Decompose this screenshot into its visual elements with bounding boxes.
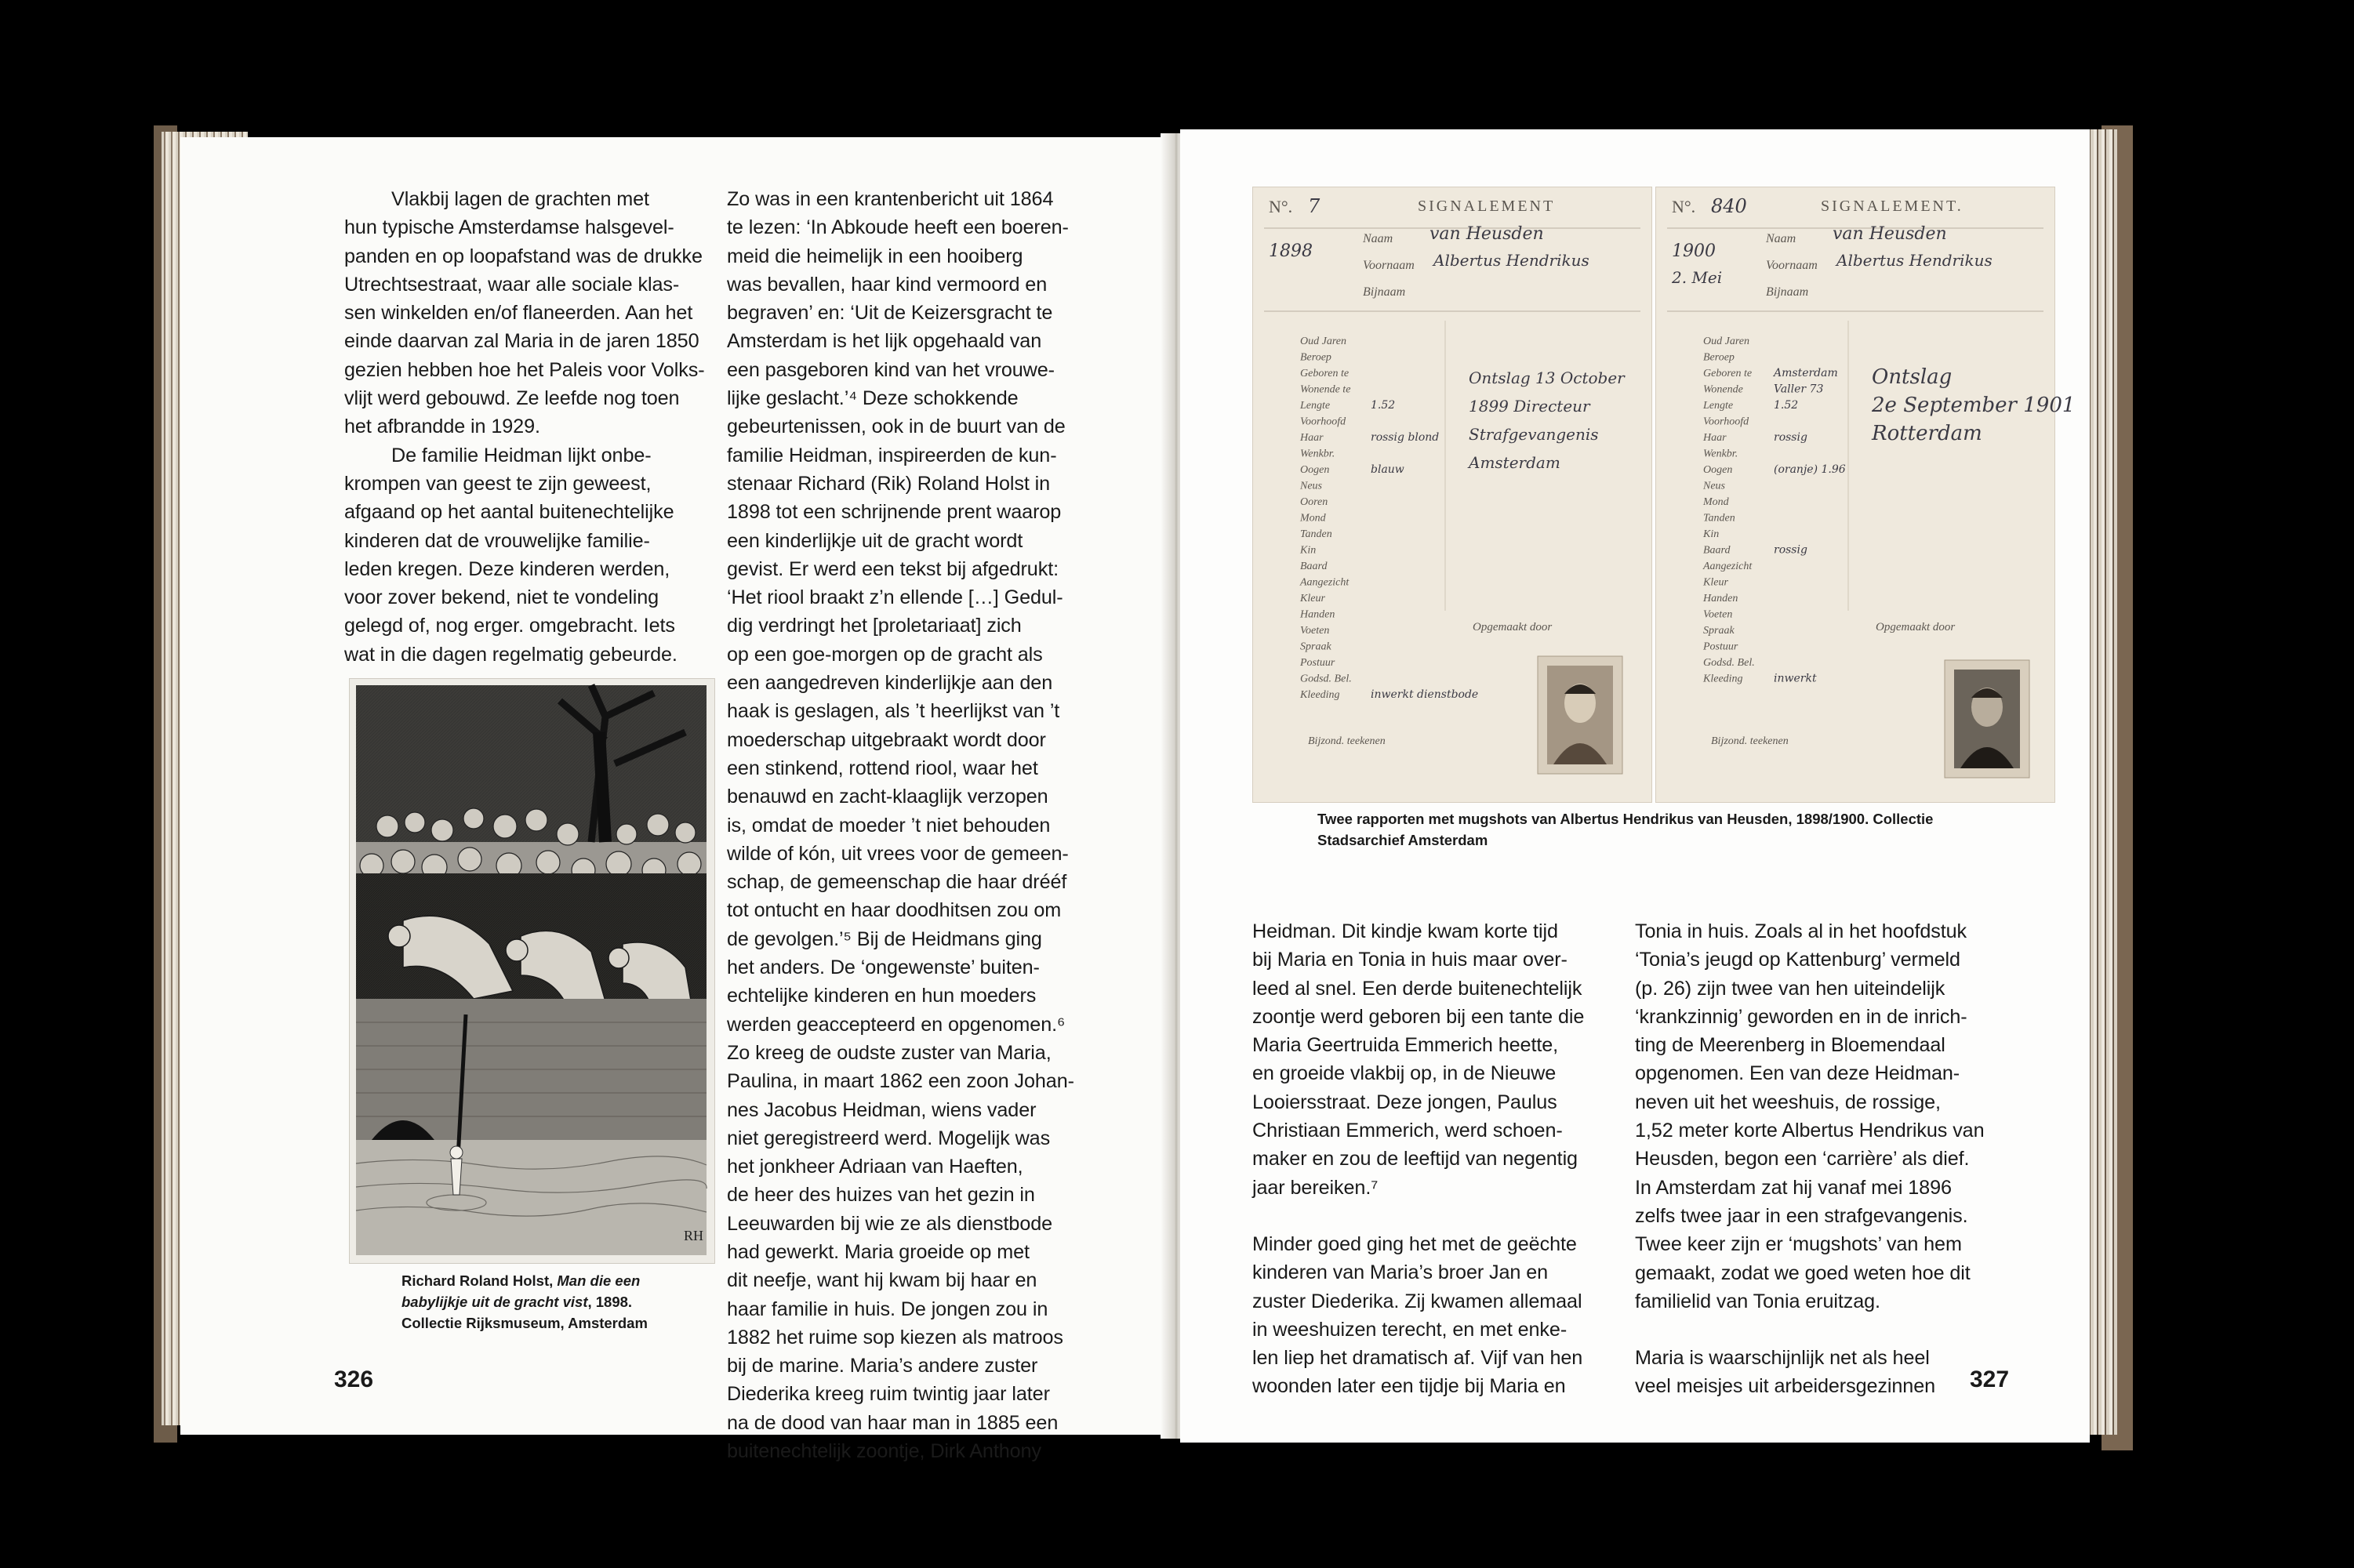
text-line: op een goe-morgen op de gracht als bbox=[727, 643, 1043, 666]
text-line: en groeide vlakbij op, in de Nieuwe bbox=[1252, 1062, 1557, 1085]
text-line: werden geaccepteerd en opgenomen.⁶ bbox=[727, 1013, 1066, 1036]
text-line: ‘krankzinnig’ geworden en in de inrich- bbox=[1635, 1005, 1967, 1028]
card-title: SIGNALEMENT bbox=[1418, 198, 1556, 215]
text-line: schap, de gemeenschap die haar drééf bbox=[727, 871, 1067, 894]
signalement-field-label: Voeten bbox=[1300, 625, 1330, 637]
text-line: leden kregen. Deze kinderen werden, bbox=[344, 557, 670, 580]
text-line: gevist. Er werd een tekst bij afgedrukt: bbox=[727, 557, 1059, 580]
text-line: Zo kreeg de oudste zuster van Maria, bbox=[727, 1041, 1052, 1064]
caption-collection: Collectie Rijksmuseum, Amsterdam bbox=[401, 1315, 648, 1331]
release-note: Rotterdam bbox=[1872, 422, 1982, 445]
signalement-field-label: Lengte bbox=[1703, 400, 1734, 412]
text-line: Amsterdam is het lijk opgehaald van bbox=[727, 330, 1042, 353]
release-note: Amsterdam bbox=[1469, 453, 1560, 472]
signalement-field-label: Spraak bbox=[1703, 625, 1735, 637]
signalement-field-label: Wenkbr. bbox=[1703, 448, 1738, 460]
text-line: familie Heidman, inspireerden de kun- bbox=[727, 444, 1057, 466]
text-line: Christiaan Emmerich, werd schoen- bbox=[1252, 1120, 1563, 1142]
card-number-label: N°. bbox=[1269, 197, 1293, 216]
text-line: de heer des huizes van het gezin in bbox=[727, 1184, 1035, 1207]
card-title: SIGNALEMENT. bbox=[1821, 198, 1963, 215]
text-line: Heidman. Dit kindje kwam korte tijd bbox=[1252, 920, 1558, 942]
signalement-field-label: Tanden bbox=[1703, 512, 1735, 524]
signalement-field-value: 1.52 bbox=[1774, 399, 1799, 412]
signalement-field-label: Haar bbox=[1703, 432, 1727, 444]
text-line: Looiersstraat. Deze jongen, Paulus bbox=[1252, 1091, 1557, 1113]
text-line: nes Jacobus Heidman, wiens vader bbox=[727, 1098, 1037, 1121]
text-line: krompen van geest te zijn geweest, bbox=[344, 472, 652, 495]
signalement-card-1900 bbox=[1655, 187, 2076, 803]
etching-monogram: RH bbox=[684, 1228, 704, 1243]
text-line: een stinkend, rottend riool, waar het bbox=[727, 757, 1038, 779]
mugshot-photo bbox=[1945, 660, 2029, 778]
text-line: In Amsterdam zat hij vanaf mei 1896 bbox=[1635, 1176, 1952, 1199]
text-line: Twee keer zijn er ‘mugshots’ van hem bbox=[1635, 1233, 1962, 1256]
text-line: vlijt werd gebouwd. Ze leefde nog toen bbox=[344, 387, 680, 410]
text-line: Diederika kreeg ruim twintig jaar later bbox=[727, 1383, 1050, 1406]
text-line: kinderen van Maria’s broer Jan en bbox=[1252, 1261, 1549, 1284]
signalement-field-label: Aangezicht bbox=[1300, 576, 1350, 589]
signalement-field-label: Neus bbox=[1703, 480, 1725, 492]
signalement-field-label: Lengte bbox=[1300, 400, 1331, 412]
text-line: gelegd of, nog erger. omgebracht. Iets bbox=[344, 615, 675, 637]
signalement-field-label: Aangezicht bbox=[1703, 561, 1753, 572]
text-line: zelfs twee jaar in een strafgevangenis. bbox=[1635, 1204, 1968, 1227]
text-line: buitenechtelijk zoontje, Dirk Anthony bbox=[727, 1440, 1041, 1463]
text-line: 1882 het ruime sop kiezen als matroos bbox=[727, 1326, 1063, 1348]
text-line: panden en op loopafstand was de drukke bbox=[344, 245, 703, 267]
voornaam-value: Albertus Hendrikus bbox=[1433, 251, 1589, 270]
text-line: in weeshuizen terecht, en met enke- bbox=[1252, 1318, 1568, 1341]
mugshot-photo bbox=[1538, 656, 1622, 774]
text-line: Minder goed ging het met de geëchte bbox=[1252, 1232, 1577, 1255]
text-line: bij de marine. Maria’s andere zuster bbox=[727, 1355, 1038, 1377]
signalement-field-label: Voorhoofd bbox=[1703, 416, 1749, 428]
etching-illustration bbox=[356, 685, 707, 1255]
opgemaakt-label: Opgemaakt door bbox=[1876, 621, 1956, 633]
text-line: voor zover bekend, niet te vondeling bbox=[344, 586, 659, 609]
release-note: Ontslag 13 October bbox=[1469, 368, 1625, 387]
bijnaam-label: Bijnaam bbox=[1363, 285, 1406, 299]
text-line: het afbrandde in 1929. bbox=[344, 416, 540, 438]
text-line: hun typische Amsterdamse halsgevel- bbox=[344, 216, 674, 239]
right-text-column-1 bbox=[1252, 917, 1668, 1401]
text-line: familielid van Tonia eruitzag. bbox=[1635, 1290, 1880, 1312]
text-line: kinderen dat de vrouwelijke familie- bbox=[344, 529, 650, 552]
text-line: ting de Meerenberg in Bloemendaal bbox=[1635, 1034, 1945, 1057]
text-line: gezien hebben hoe het Paleis voor Volks- bbox=[344, 358, 705, 381]
signalement-field-label: Geboren te bbox=[1703, 368, 1753, 379]
text-line: Tonia in huis. Zoals al in het hoofdstuk bbox=[1635, 920, 1967, 942]
bijzond-label: Bijzond. teekenen bbox=[1308, 735, 1386, 747]
text-line: lijke geslacht.’⁴ Deze schokkende bbox=[727, 387, 1019, 410]
etching-image bbox=[349, 678, 715, 1264]
signalement-field-label: Voorhoofd bbox=[1300, 416, 1346, 428]
text-line: gebeurtenissen, ook in de buurt van de bbox=[727, 416, 1066, 438]
caption-title: Man die een bbox=[557, 1272, 641, 1289]
signalement-field-label: Oogen bbox=[1300, 464, 1330, 476]
signalement-field-label: Postuur bbox=[1703, 641, 1738, 653]
text-line: haak is geslagen, als ’t heerlijkst van ’t bbox=[727, 700, 1060, 723]
text-line: dig verdringt het [proletariaat] zich bbox=[727, 615, 1022, 637]
signalement-field-label: Geboren te bbox=[1300, 368, 1350, 379]
signalement-field-value: 1.52 bbox=[1371, 399, 1396, 412]
text-line: het jonkheer Adriaan van Haeften, bbox=[727, 1156, 1023, 1178]
text-line: 1,52 meter korte Albertus Hendrikus van bbox=[1635, 1120, 1985, 1142]
text-line: jaar bereiken.⁷ bbox=[1252, 1176, 1379, 1199]
page-number-right: 327 bbox=[1970, 1367, 2010, 1392]
card-date: 2. Mei bbox=[1672, 268, 1723, 287]
release-note: Ontslag bbox=[1872, 365, 1953, 389]
signalement-field-label: Kleur bbox=[1300, 593, 1325, 604]
text-line: Zo was in een krantenbericht uit 1864 bbox=[727, 188, 1054, 210]
text-line: na de dood van haar man in 1885 een bbox=[727, 1411, 1059, 1434]
opgemaakt-label: Opgemaakt door bbox=[1473, 621, 1553, 633]
naam-value: van Heusden bbox=[1429, 224, 1544, 244]
text-line bbox=[1635, 1316, 2074, 1344]
text-line: was bevallen, haar kind vermoord en bbox=[727, 273, 1048, 296]
signalement-field-label: Postuur bbox=[1300, 657, 1335, 669]
cards-caption-line1: Twee rapporten met mugshots van Albertus Hendrikus van Heusden, 1898/1900. Collectie bbox=[1317, 811, 1934, 827]
signalement-form bbox=[1253, 187, 1651, 802]
signalement-field-label: Baard bbox=[1300, 561, 1328, 572]
text-line: het anders. De ‘ongewenste’ buiten- bbox=[727, 956, 1040, 979]
bijnaam-label: Bijnaam bbox=[1766, 285, 1809, 299]
signalement-field-label: Handen bbox=[1703, 593, 1738, 604]
signalement-field-value: rossig bbox=[1774, 431, 1807, 444]
card-year: 1900 bbox=[1672, 241, 1716, 261]
signalement-field-label: Kin bbox=[1300, 544, 1317, 557]
text-line: Paulina, in maart 1862 een zoon Johan- bbox=[727, 1070, 1074, 1093]
signalement-field-label: Baard bbox=[1703, 544, 1731, 557]
release-note: Strafgevangenis bbox=[1469, 425, 1599, 444]
signalement-field-label: Beroep bbox=[1703, 351, 1735, 364]
right-text-column-2 bbox=[1635, 917, 2074, 1401]
signalement-field-label: Godsd. Bel. bbox=[1300, 673, 1352, 685]
signalement-field-label: Beroep bbox=[1300, 351, 1331, 364]
text-line: benauwd en zacht-klaaglijk verzopen bbox=[727, 786, 1048, 808]
card-year: 1898 bbox=[1269, 241, 1313, 261]
text-line: een pasgeboren kind van het vrouwe- bbox=[727, 358, 1055, 381]
text-line: zuster Diederika. Zij kwamen allemaal bbox=[1252, 1290, 1582, 1312]
text-line: de gevolgen.’⁵ Bij de Heidmans ging bbox=[727, 927, 1042, 950]
text-line: echtelijke kinderen en hun moeders bbox=[727, 985, 1037, 1007]
text-line: Maria Geertruida Emmerich heette, bbox=[1252, 1034, 1559, 1057]
signalement-field-label: Oogen bbox=[1703, 464, 1733, 476]
caption-title-cont: babylijkje uit de gracht vist bbox=[401, 1294, 588, 1310]
left-page bbox=[180, 137, 1168, 1463]
text-line: De familie Heidman lijkt onbe- bbox=[391, 444, 652, 466]
signalement-field-label: Kleeding bbox=[1300, 689, 1340, 701]
text-line: woonden later een tijdje bij Maria en bbox=[1252, 1375, 1566, 1398]
text-line: Leeuwarden bij wie ze als dienstbode bbox=[727, 1212, 1053, 1235]
text-line: len liep het dramatisch af. Vijf van hen bbox=[1252, 1347, 1583, 1370]
signalement-field-label: Handen bbox=[1300, 608, 1335, 621]
signalement-field-label: Haar bbox=[1300, 432, 1324, 444]
text-line: niet geregistreerd werd. Mogelijk was bbox=[727, 1127, 1051, 1149]
signalement-field-label: Godsd. Bel. bbox=[1703, 657, 1755, 669]
signalement-field-value: inwerkt dienstbode bbox=[1371, 688, 1479, 701]
voornaam-value: Albertus Hendrikus bbox=[1836, 251, 1993, 270]
text-line: sen winkelden en/of flaneerden. Aan het bbox=[344, 302, 693, 325]
voornaam-label: Voornaam bbox=[1766, 259, 1818, 272]
text-line: leed al snel. Een derde buitenechtelijk bbox=[1252, 977, 1582, 1000]
cards-caption bbox=[1317, 808, 2023, 851]
release-note: 2e September 1901 bbox=[1872, 394, 2076, 417]
page-number-left: 326 bbox=[334, 1367, 374, 1392]
signalement-field-label: Oud Jaren bbox=[1300, 336, 1346, 347]
right-page bbox=[1180, 129, 2090, 1443]
text-line: maker en zou de leeftijd van negentig bbox=[1252, 1148, 1578, 1171]
text-line: moederschap uitgebraakt wordt door bbox=[727, 728, 1046, 751]
signalement-field-value: blauw bbox=[1371, 463, 1404, 476]
naam-label: Naam bbox=[1363, 232, 1393, 245]
signalement-field-value: rossig blond bbox=[1371, 431, 1440, 444]
text-line: wat in die dagen regelmatig gebeurde. bbox=[344, 643, 678, 666]
caption-year: , 1898. bbox=[587, 1294, 633, 1310]
naam-value: van Heusden bbox=[1833, 224, 1947, 244]
card-number-label: N°. bbox=[1672, 197, 1696, 216]
signalement-field-value: Amsterdam bbox=[1774, 367, 1838, 379]
signalement-field-label: Oud Jaren bbox=[1703, 336, 1749, 347]
signalement-field-label: Kleeding bbox=[1703, 673, 1743, 685]
text-line: begraven’ en: ‘Uit de Keizersgracht te bbox=[727, 302, 1053, 325]
text-line: tot ontucht en haar doodhitsen zou om bbox=[727, 899, 1062, 922]
release-note: 1899 Directeur bbox=[1469, 397, 1590, 416]
naam-label: Naam bbox=[1766, 232, 1796, 245]
text-line: ‘Tonia’s jeugd op Kattenburg’ vermeld bbox=[1635, 949, 1960, 971]
card-number: 7 bbox=[1308, 195, 1320, 217]
etching-caption bbox=[401, 1270, 699, 1334]
text-line: einde daarvan zal Maria in de jaren 1850 bbox=[344, 330, 699, 353]
text-line bbox=[1252, 1202, 1668, 1230]
signalement-field-label: Spraak bbox=[1300, 641, 1331, 653]
text-line: neven uit het weeshuis, de rossige, bbox=[1635, 1091, 1941, 1113]
text-line: te lezen: ‘In Abkoude heeft een boeren- bbox=[727, 216, 1069, 239]
text-line: zoontje werd geboren bij een tante die bbox=[1252, 1005, 1585, 1028]
signalement-field-label: Voeten bbox=[1703, 608, 1733, 621]
text-line: Maria is waarschijnlijk net als heel bbox=[1635, 1347, 1930, 1370]
text-line: ‘Het riool braakt z’n ellende […] Gedul- bbox=[727, 586, 1063, 609]
signalement-field-label: Kleur bbox=[1703, 576, 1728, 589]
text-line: meid die heimelijk in een hooiberg bbox=[727, 245, 1023, 267]
text-line: 1898 tot een schrijnende prent waarop bbox=[727, 501, 1062, 524]
cards-caption-line2: Stadsarchief Amsterdam bbox=[1317, 832, 1488, 848]
text-line: een aangedreven kinderlijkje aan den bbox=[727, 672, 1053, 695]
text-line: een kinderlijkje uit de gracht wordt bbox=[727, 529, 1023, 552]
signalement-field-label: Wonende te bbox=[1300, 383, 1351, 396]
text-line: is, omdat de moeder ’t niet behouden bbox=[727, 814, 1051, 837]
signalement-field-value: rossig bbox=[1774, 543, 1807, 557]
signalement-field-label: Wenkbr. bbox=[1300, 448, 1335, 460]
text-line: wilde of kón, uit vrees voor de gemeen- bbox=[727, 842, 1069, 865]
text-line: afgaand op het aantal buitenechtelijke bbox=[344, 501, 674, 524]
text-line: gemaakt, zodat we goed weten hoe dit bbox=[1635, 1261, 1971, 1284]
signalement-field-label: Ooren bbox=[1300, 496, 1328, 508]
text-line: Vlakbij lagen de grachten met bbox=[391, 188, 649, 210]
caption-author: Richard Roland Holst, bbox=[401, 1272, 558, 1289]
signalement-form bbox=[1656, 187, 2076, 802]
text-line: bij Maria en Tonia in huis maar over- bbox=[1252, 949, 1568, 971]
signalement-field-value: inwerkt bbox=[1774, 672, 1817, 685]
signalement-field-value: Valler 73 bbox=[1774, 383, 1824, 396]
text-line: dit neefje, want hij kwam bij haar en bbox=[727, 1269, 1037, 1292]
text-line: Heusden, begon een ‘carrière’ als dief. bbox=[1635, 1148, 1970, 1171]
voornaam-label: Voornaam bbox=[1363, 259, 1415, 272]
text-line: stenaar Richard (Rik) Roland Holst in bbox=[727, 472, 1051, 495]
text-line: opgenomen. Een van deze Heidman- bbox=[1635, 1062, 1960, 1085]
text-line: Utrechtsestraat, waar alle sociale klas- bbox=[344, 273, 680, 296]
signalement-field-value: (oranje) 1.96 bbox=[1774, 463, 1846, 476]
card-number: 840 bbox=[1711, 195, 1747, 217]
text-line: had gewerkt. Maria groeide op met bbox=[727, 1240, 1030, 1263]
signalement-field-label: Kin bbox=[1703, 528, 1720, 540]
signalement-field-label: Mond bbox=[1703, 496, 1729, 508]
text-line: veel meisjes uit arbeidersgezinnen bbox=[1635, 1375, 1936, 1398]
text-line: (p. 26) zijn twee van hen uiteindelijk bbox=[1635, 977, 1945, 1000]
signalement-card-1898 bbox=[1252, 187, 1652, 803]
signalement-field-label: Mond bbox=[1300, 512, 1326, 524]
text-line: haar familie in huis. De jongen zou in bbox=[727, 1298, 1048, 1320]
signalement-field-label: Wonende bbox=[1703, 383, 1743, 396]
signalement-field-label: Neus bbox=[1300, 480, 1322, 492]
signalement-field-label: Tanden bbox=[1300, 528, 1332, 540]
bijzond-label: Bijzond. teekenen bbox=[1711, 735, 1789, 747]
